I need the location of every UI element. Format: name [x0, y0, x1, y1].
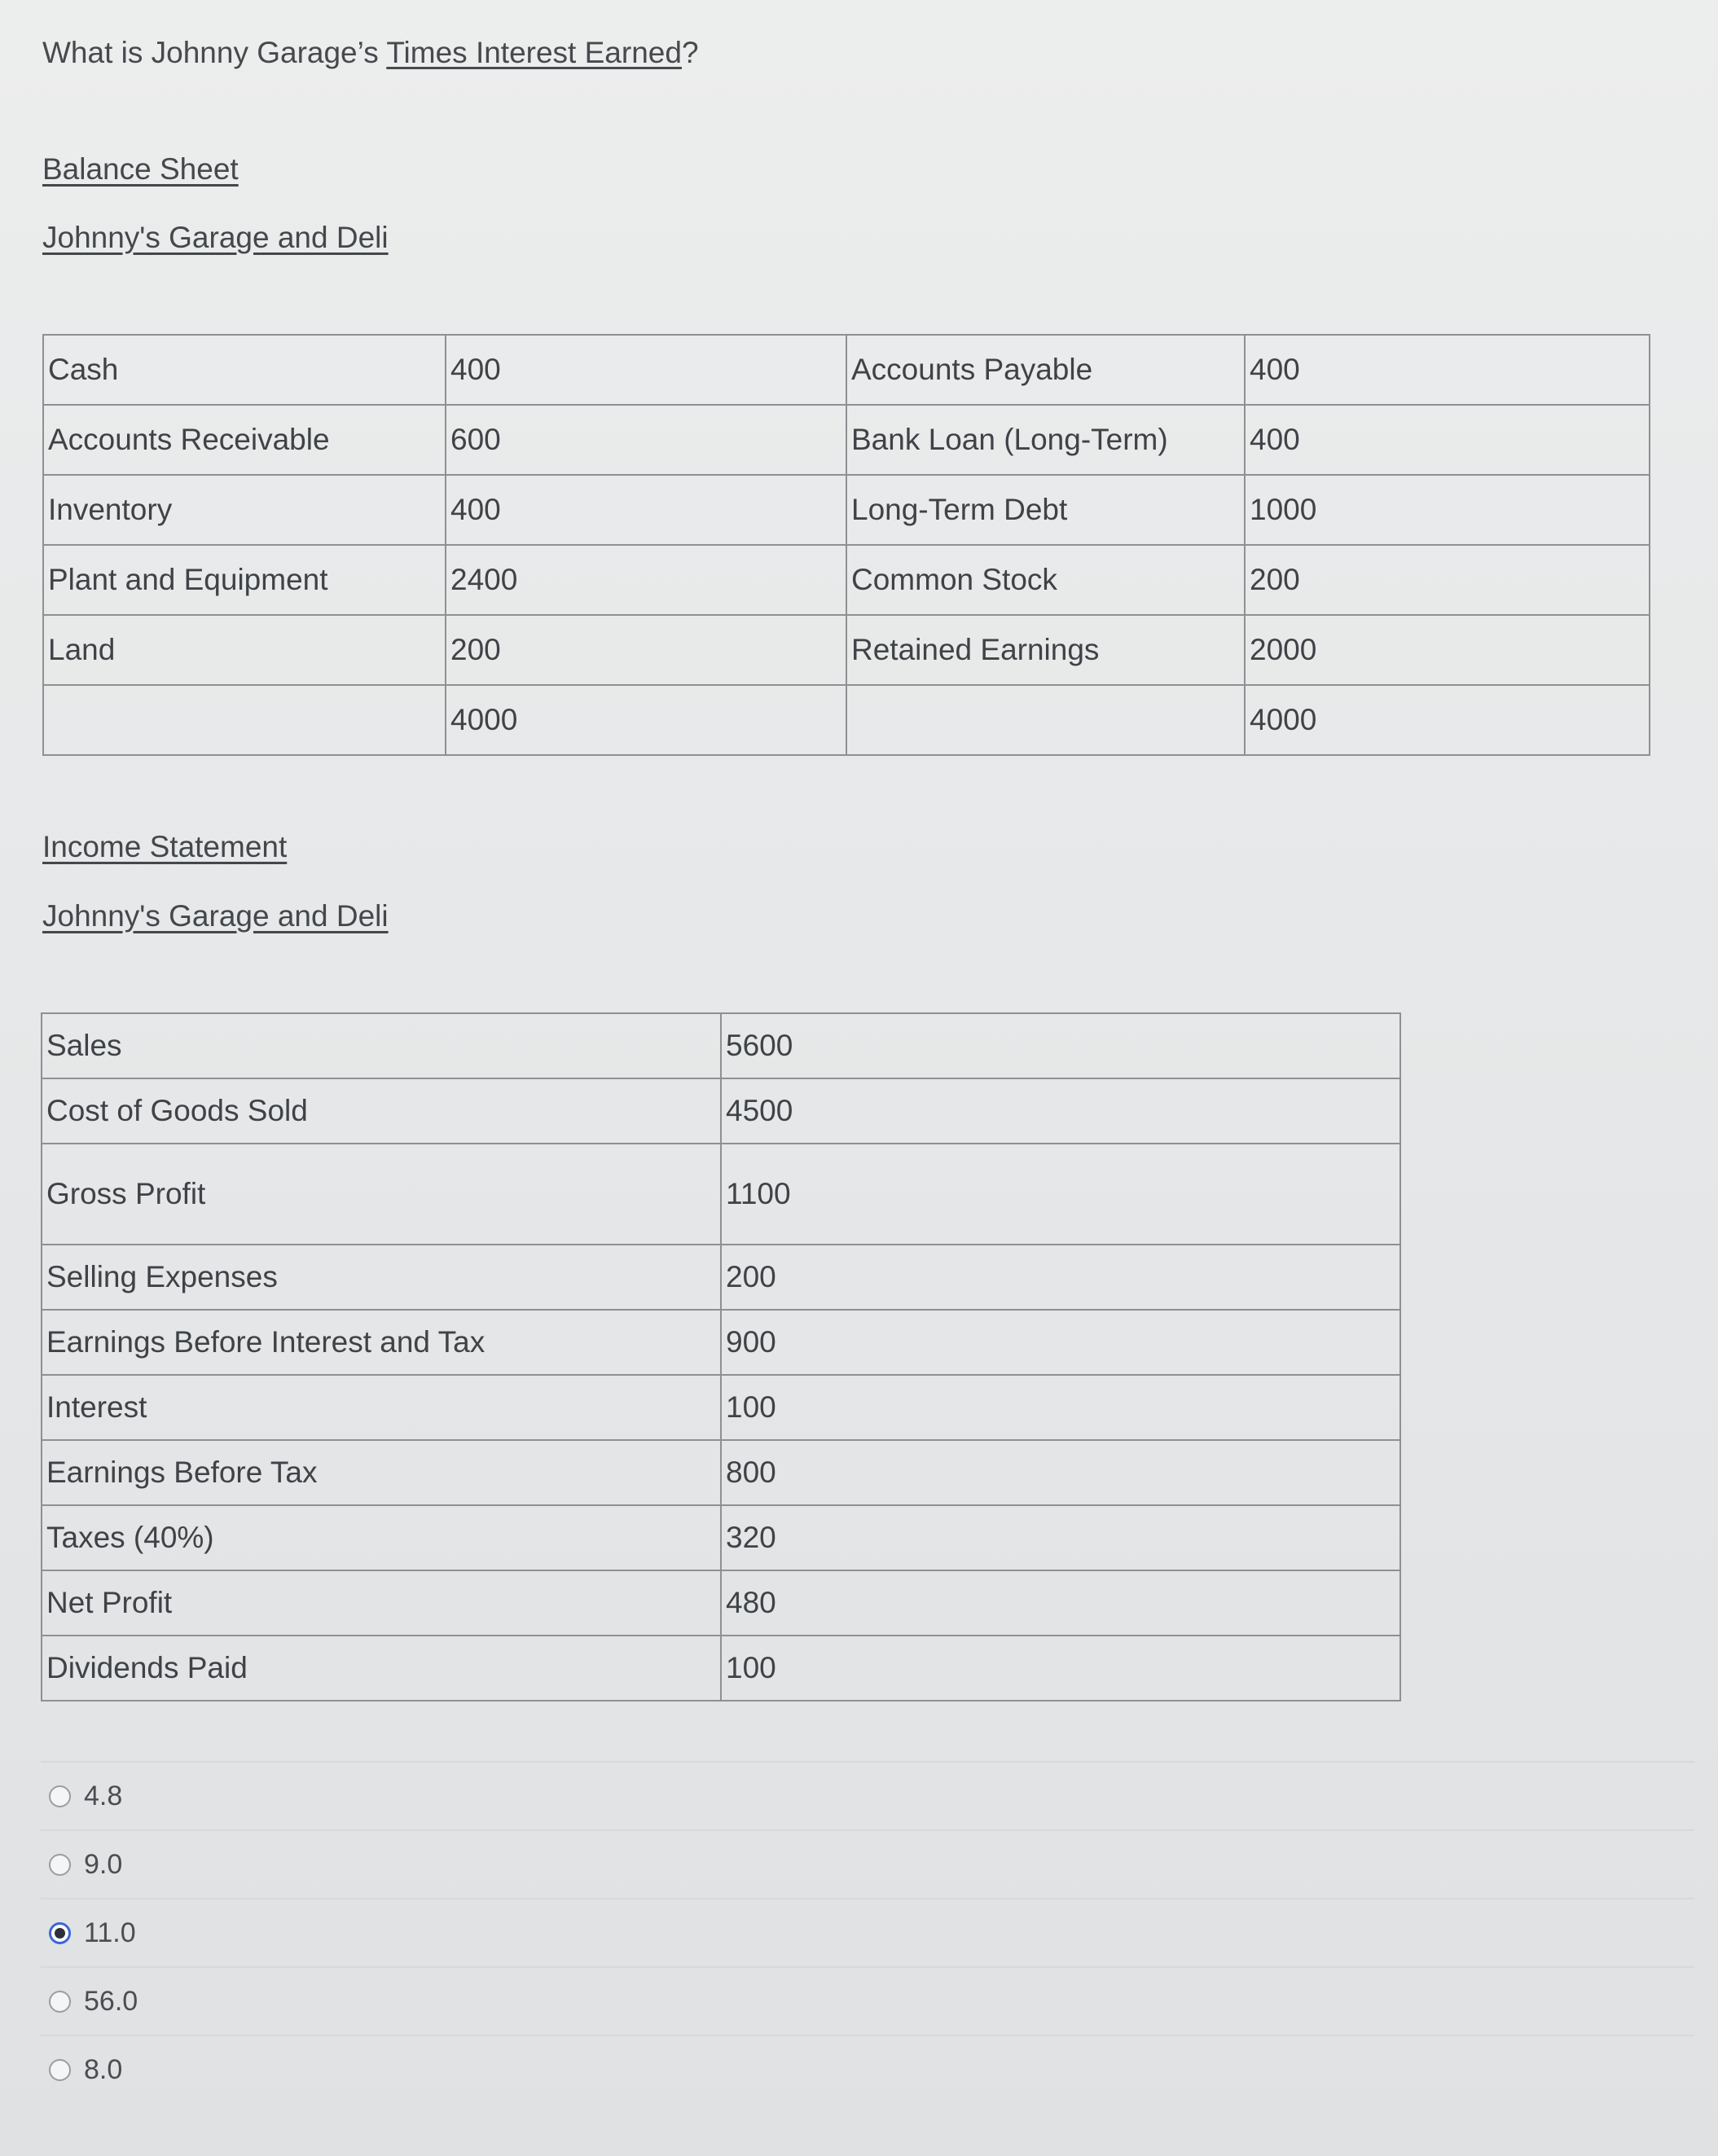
table-row [43, 545, 1650, 615]
question-suffix: ? [681, 36, 699, 69]
income-value: 800 [721, 1440, 1400, 1505]
income-label: Earnings Before Interest and Tax [42, 1310, 721, 1375]
table-row [42, 1144, 1400, 1245]
liability-value: 400 [1245, 335, 1650, 405]
asset-label: Cash [43, 335, 446, 405]
table-row [42, 1505, 1400, 1570]
radio-button[interactable] [49, 2059, 71, 2081]
radio-button[interactable] [49, 1922, 71, 1944]
table-row [42, 1013, 1400, 1078]
income-value: 900 [721, 1310, 1400, 1375]
income-value: 200 [721, 1245, 1400, 1310]
answer-option[interactable] [41, 1829, 1694, 1898]
income-value: 1100 [721, 1144, 1400, 1245]
liability-label: Long-Term Debt [846, 475, 1245, 545]
income-statement-table [41, 1012, 1401, 1702]
income-label: Interest [42, 1375, 721, 1440]
table-row [42, 1440, 1400, 1505]
asset-label: Accounts Receivable [43, 405, 446, 475]
liability-label: Bank Loan (Long-Term) [846, 405, 1245, 475]
liability-label: Retained Earnings [846, 615, 1245, 685]
income-label: Selling Expenses [42, 1245, 721, 1310]
balance-sheet-company: Johnny's Garage and Deli [42, 221, 389, 254]
answer-option[interactable] [41, 1898, 1694, 1966]
times-interest-earned-link[interactable]: Times Interest Earned [386, 36, 682, 69]
income-statement-company: Johnny's Garage and Deli [42, 899, 389, 933]
table-row [42, 1636, 1400, 1701]
asset-label: Land [43, 615, 446, 685]
income-label: Cost of Goods Sold [42, 1078, 721, 1144]
answer-option[interactable] [41, 1761, 1694, 1829]
income-label: Sales [42, 1013, 721, 1078]
income-label: Net Profit [42, 1570, 721, 1636]
income-value: 5600 [721, 1013, 1400, 1078]
income-value: 320 [721, 1505, 1400, 1570]
income-statement-title: Income Statement [42, 830, 288, 863]
asset-label [43, 685, 446, 755]
liability-value: 2000 [1245, 615, 1650, 685]
liability-value: 1000 [1245, 475, 1650, 545]
income-label: Taxes (40%) [42, 1505, 721, 1570]
table-row [42, 1078, 1400, 1144]
total-assets-value: 4000 [446, 685, 846, 755]
total-liabilities-value: 4000 [1245, 685, 1650, 755]
table-row [43, 475, 1650, 545]
liability-label: Common Stock [846, 545, 1245, 615]
income-value: 100 [721, 1636, 1400, 1701]
table-row [42, 1570, 1400, 1636]
income-label: Earnings Before Tax [42, 1440, 721, 1505]
answer-label: 9.0 [84, 1848, 123, 1880]
balance-sheet-title: Balance Sheet [42, 152, 239, 186]
question-prefix: What is Johnny Garage’s [42, 36, 387, 69]
income-value: 100 [721, 1375, 1400, 1440]
asset-label: Inventory [43, 475, 446, 545]
asset-value: 600 [446, 405, 846, 475]
table-row [43, 615, 1650, 685]
answer-option[interactable] [41, 1966, 1694, 2035]
asset-label: Plant and Equipment [43, 545, 446, 615]
asset-value: 400 [446, 475, 846, 545]
answer-label: 8.0 [84, 2053, 123, 2085]
liability-value: 400 [1245, 405, 1650, 475]
balance-sheet-table [42, 334, 1650, 756]
liability-label: Accounts Payable [846, 335, 1245, 405]
table-row [42, 1310, 1400, 1375]
income-value: 4500 [721, 1078, 1400, 1144]
question-text [42, 36, 699, 70]
radio-button[interactable] [49, 1854, 71, 1876]
liability-value: 200 [1245, 545, 1650, 615]
asset-value: 200 [446, 615, 846, 685]
income-label: Dividends Paid [42, 1636, 721, 1701]
asset-value: 400 [446, 335, 846, 405]
answer-label: 56.0 [84, 1985, 138, 2017]
asset-value: 2400 [446, 545, 846, 615]
radio-button[interactable] [49, 1991, 71, 2013]
table-row [43, 335, 1650, 405]
income-label: Gross Profit [42, 1144, 721, 1245]
table-row [43, 405, 1650, 475]
income-value: 480 [721, 1570, 1400, 1636]
answer-options [41, 1761, 1694, 2103]
table-row [42, 1245, 1400, 1310]
answer-label: 11.0 [84, 1917, 136, 1948]
table-row [42, 1375, 1400, 1440]
liability-label [846, 685, 1245, 755]
table-row-total [43, 685, 1650, 755]
radio-button[interactable] [49, 1785, 71, 1807]
answer-label: 4.8 [84, 1780, 123, 1811]
answer-option[interactable] [41, 2035, 1694, 2103]
